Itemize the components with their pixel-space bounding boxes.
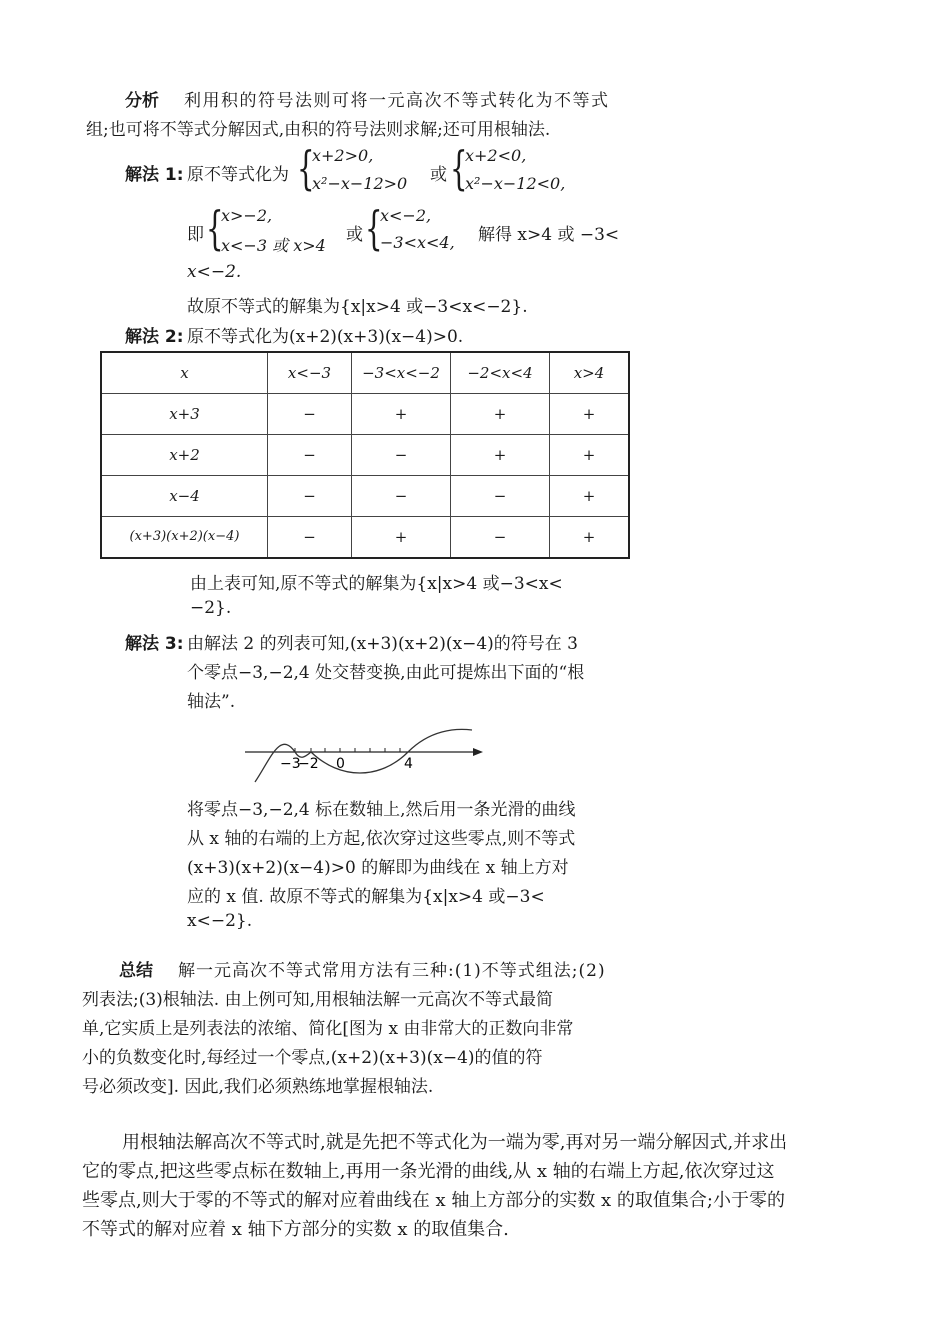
table-cell: − — [268, 435, 352, 476]
table-cell: + — [550, 516, 630, 558]
table-cell: (x+3)(x+2)(x−4) — [101, 516, 268, 558]
method2-after1: 由上表可知,原不等式的解集为{x|x>4 或−3<x< — [190, 574, 563, 594]
root-axis-diagram — [240, 720, 490, 790]
summary-line5: 号必须改变]. 因此,我们必须熟练地掌握根轴法. — [82, 1077, 434, 1097]
system-d-line2: −3<x<4, — [380, 233, 455, 252]
method3-label: 解法 3: — [125, 634, 184, 654]
method1-intro: 原不等式化为 — [187, 165, 289, 185]
table-cell: − — [451, 516, 550, 558]
system-a-line1: x+2>0, — [312, 146, 374, 165]
sign-table — [100, 351, 630, 559]
table-cell: + — [550, 435, 630, 476]
table-cell: + — [550, 475, 630, 516]
method3-desc5: x<−2}. — [187, 911, 253, 931]
system-brace-c: { — [206, 201, 224, 255]
table-row — [101, 435, 629, 476]
table-cell: − — [352, 435, 451, 476]
closing-line1: 用根轴法解高次不等式时,就是先把不等式化为一端为零,再对另一端分解因式,并求出 — [122, 1132, 788, 1153]
or-text-1: 或 — [430, 165, 447, 185]
axis-label-minus3: −3 — [280, 756, 301, 772]
method1-result2: x<−2. — [187, 262, 242, 282]
closing-line3: 些零点,则大于零的不等式的解对应着曲线在 x 轴上方部分的实数 x 的取值集合;小于零的 — [82, 1190, 785, 1211]
table-header: −2<x<4 — [451, 352, 550, 394]
table-cell: − — [268, 394, 352, 435]
method3-line3: 轴法”. — [187, 692, 236, 712]
table-cell: x−4 — [101, 475, 268, 516]
axis-arrow-icon — [473, 748, 483, 756]
system-brace-a: { — [297, 141, 315, 195]
table-cell: + — [550, 394, 630, 435]
table-cell: − — [352, 475, 451, 516]
table-cell: x+2 — [101, 435, 268, 476]
system-c-line2: x<−3 或 x>4 — [221, 236, 326, 255]
method3-desc1: 将零点−3,−2,4 标在数轴上,然后用一条光滑的曲线 — [187, 800, 576, 820]
summary-line2: 列表法;(3)根轴法. 由上例可知,用根轴法解一元高次不等式最简 — [82, 990, 554, 1010]
table-cell: − — [268, 516, 352, 558]
system-a-line2: x²−x−12>0 — [312, 174, 408, 193]
system-b-line2: x²−x−12<0, — [465, 174, 566, 193]
axis-label-four: 4 — [404, 756, 413, 772]
table-cell: − — [451, 475, 550, 516]
table-cell: x+3 — [101, 394, 268, 435]
method1-conclusion: 故原不等式的解集为{x|x>4 或−3<x<−2}. — [187, 297, 528, 317]
table-header: x — [101, 352, 268, 394]
system-c-line1: x>−2, — [221, 206, 273, 225]
analysis-label: 分析 — [125, 91, 159, 111]
table-row — [101, 475, 629, 516]
method3-line2: 个零点−3,−2,4 处交替变换,由此可提炼出下面的“根 — [187, 663, 585, 683]
table-header: −3<x<−2 — [352, 352, 451, 394]
axis-label-minus2: −2 — [298, 756, 319, 772]
method2-intro: 原不等式化为(x+2)(x+3)(x−4)>0. — [187, 327, 464, 347]
table-cell: + — [451, 435, 550, 476]
table-cell: + — [451, 394, 550, 435]
method2-after2: −2}. — [190, 598, 232, 618]
analysis-line1: 利用积的符号法则可将一元高次不等式转化为不等式 — [184, 91, 610, 111]
method1-result1: 解得 x>4 或 −3< — [478, 225, 620, 245]
system-b-line1: x+2<0, — [465, 146, 527, 165]
method1-label: 解法 1: — [125, 165, 184, 185]
ji-text: 即 — [187, 225, 204, 245]
table-header: x<−3 — [268, 352, 352, 394]
table-cell: − — [268, 475, 352, 516]
system-brace-b: { — [450, 141, 468, 195]
method3-desc3: (x+3)(x+2)(x−4)>0 的解即为曲线在 x 轴上方对 — [187, 858, 569, 878]
system-brace-d: { — [365, 201, 383, 255]
summary-line3: 单,它实质上是列表法的浓缩、简化[图为 x 由非常大的正数向非常 — [82, 1019, 574, 1039]
summary-line1: 解一元高次不等式常用方法有三种:(1)不等式组法;(2) — [178, 961, 606, 981]
table-row — [101, 516, 629, 558]
method3-desc4: 应的 x 值. 故原不等式的解集为{x|x>4 或−3< — [187, 887, 545, 907]
table-row — [101, 394, 629, 435]
or-text-2: 或 — [346, 225, 363, 245]
table-header: x>4 — [550, 352, 630, 394]
method3-desc2: 从 x 轴的右端的上方起,依次穿过这些零点,则不等式 — [187, 829, 576, 849]
method3-line1: 由解法 2 的列表可知,(x+3)(x+2)(x−4)的符号在 3 — [187, 634, 578, 654]
method2-label: 解法 2: — [125, 327, 184, 347]
axis-label-zero: 0 — [336, 756, 345, 772]
summary-label: 总结 — [119, 961, 153, 981]
closing-line4: 不等式的解对应着 x 轴下方部分的实数 x 的取值集合. — [82, 1219, 509, 1240]
closing-line2: 它的零点,把这些零点标在数轴上,再用一条光滑的曲线,从 x 轴的右端上方起,依次穿过这 — [82, 1161, 775, 1182]
table-cell: + — [352, 394, 451, 435]
analysis-line2: 组;也可将不等式分解因式,由积的符号法则求解;还可用根轴法. — [86, 120, 551, 140]
summary-line4: 小的负数变化时,每经过一个零点,(x+2)(x+3)(x−4)的值的符 — [82, 1048, 543, 1068]
system-d-line1: x<−2, — [380, 206, 432, 225]
table-header-row — [101, 352, 629, 394]
table-cell: + — [352, 516, 451, 558]
